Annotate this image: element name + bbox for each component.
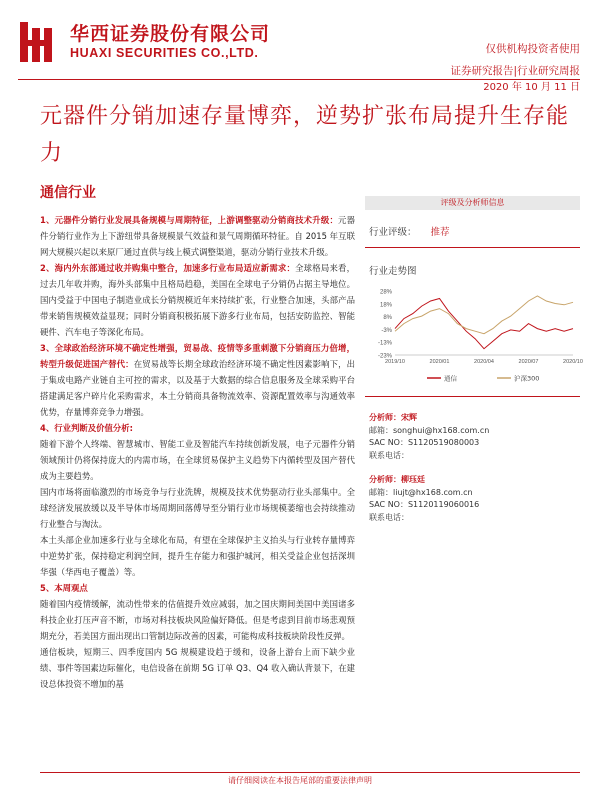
report-date: 2020 年 10 月 11 日 [483,82,580,93]
header-meta [450,38,580,82]
y-tick-label: 28% [379,289,392,296]
audience-note: 仅供机构投资者使用 [485,43,580,55]
analyst-1-email[interactable]: 邮箱：songhui@hx168.com.cn [369,425,490,435]
y-tick-label: -13% [377,340,392,347]
chart-title: 行业走势图 [369,266,417,277]
series-line-1 [395,299,573,349]
logo-en: HUAXI SECURITIES CO.,LTD. [70,46,259,60]
section-1 [40,212,355,260]
x-tick-label: 2020/01 [429,359,450,365]
section-3 [40,340,355,420]
report-title: 元器件分销加速存量博弈，逆势扩张布局提升生存能力 [40,104,570,166]
x-tick-label: 2020/10 [563,359,583,365]
analyst-2-name: 柳珏廷 [401,475,425,484]
report-body [40,212,355,692]
series-line-2 [395,296,573,334]
legal-notice: 请仔细阅读在本报告尾部的重要法律声明 [228,776,372,785]
panel-heading: 评级及分析师信息 [365,196,580,210]
section-5-heading: 5、本周观点 [40,583,88,593]
y-tick-label: 8% [383,315,392,322]
analyst-1-sac: SAC NO：S1120519080003 [369,438,480,447]
section-4-paragraph: 随着下游个人终端、智慧城市、智能工业及智能汽车持续创新发展，电子元器件分销领域预计仍将保持庞大的内需市场，在全球贸易保护主义趋势下内循转型及国产替代成为主要趋势。 [40,439,355,481]
industry-trend-chart [365,285,583,387]
section-3-heading: 3、全球政治经济环境不确定性增强，贸易战、疫情等多重刺激下分销商压力倍增，转型升级促进国产替代： [40,343,355,369]
y-tick-label: -23% [377,353,392,360]
section-3-text: 在贸易战等长期全球政治经济环境不确定性因素影响下，出于集成电路产业链自主可控的需求，以及基于大数据的综合信息服务及全球采购平台搭建满足客户碎片化采购需求，本土分销商具备物流效率、资源配置效率与沟通效率优势，存量博弈竞争力增强。 [40,359,356,417]
analyst-1-phone: 联系电话： [369,450,409,460]
analyst-2-email[interactable]: 邮箱：liujt@hx168.com.cn [369,487,473,497]
x-tick-label: 2020/07 [518,359,539,365]
section-4-paragraph: 国内市场将面临激烈的市场竞争与行业洗牌，规模及技术优势驱动行业头部集中。全球经济发展放缓以及半导体市场周期回落傅导至分销行业市场规模萎缩也会持续推动行业整合与淘汰。 [40,487,355,529]
industry-label: 通信行业 [40,185,96,201]
y-tick-label: 18% [379,302,392,309]
footer-divider [40,772,580,773]
section-2-text: 全球格局来看，过去几年收并购，海外头部集中且格局趋稳，美国在全球电子分销仍占据主导地位。国内受益于中国电子制造业成长分销规模近年来持续扩张，行业整合加速，头部产品带来销售规模效益显现；同时分销商积极拓展下游多行业布局，包括安防监控、智能硬件、汽车电子等深化布局。 [40,263,355,337]
rating-analyst-panel [365,196,583,524]
x-tick-label: 2020/04 [474,359,494,365]
industry-rating [369,224,580,238]
x-tick-label: 2019/10 [385,359,405,365]
legend-label: 通信 [444,374,457,383]
analyst-info [365,412,580,524]
section-1-text: 元器件分销行业作为上下游纽带具备规模景气效益和景气周期循环特征。自 2015 年互联网大规模兴起以来原厂通过直供与线上模式调整渠道，驱动分销行业技术升级。 [40,215,356,257]
section-5-paragraph: 随着国内疫情缓解，流动性带来的估值提升效应减弱，加之国庆期间美国中美国诸多科技企业打压声音不断，市场对科技板块风险偏好降低。但是考虑到目前市场悲观预期充分，若美国方面出现出口管制边际改善的因素，可能构成科技板块阶段性反弹。 [40,599,355,641]
y-tick-label: -3% [381,327,392,334]
rating-divider [365,247,580,248]
report-type: 证券研究报告|行业研究周报 [450,65,580,77]
analyst-2-sac: SAC NO：S1120119060016 [369,500,480,509]
chart-divider [365,396,580,397]
section-2-heading: 2、海内外东部通过收并购集中整合，加速多行业布局适应新需求： [40,263,296,273]
section-4-heading: 4、行业判断及价值分析: [40,423,133,433]
legend-label: 沪深300 [514,374,540,383]
logo-cn: 华西证券股份有限公司 [70,23,271,45]
analyst-2-phone: 联系电话： [369,512,409,522]
section-4-paragraph: 本土头部企业加速多行业与全球化布局，有望在全球保护主义抬头与行业转存量博弈中逆势扩张，保持稳定利润空间，提升生存能力和强护城河，相关受益企业包括深圳华强（华西电子覆盖）等。 [40,535,355,577]
section-1-heading: 1、元器件分销行业发展具备规模与周期特征，上游调整驱动分销商技术升级： [40,215,339,225]
analyst-1-title [369,412,580,425]
analyst-1-name: 宋辉 [401,413,417,422]
company-logo [18,20,270,64]
analyst-1-label: 分析师： [369,413,401,422]
rating-value: 推荐 [430,227,450,238]
rating-label: 行业评级： [369,227,417,238]
logo-mark-icon [18,20,62,64]
analyst-2-title [369,474,580,487]
section-5-paragraph: 通信板块，短期三、四季度国内 5G 规模建设趋于缓和，设备上游台上而下缺少业绩、事件等国素边际催化，电信设备在前期 5G 订单 Q3、Q4 收入确认背景下，在建设总体投资不增加的基 [40,647,355,689]
analyst-2-label: 分析师： [369,475,401,484]
trend-chart-svg [365,285,583,387]
section-2 [40,260,355,340]
